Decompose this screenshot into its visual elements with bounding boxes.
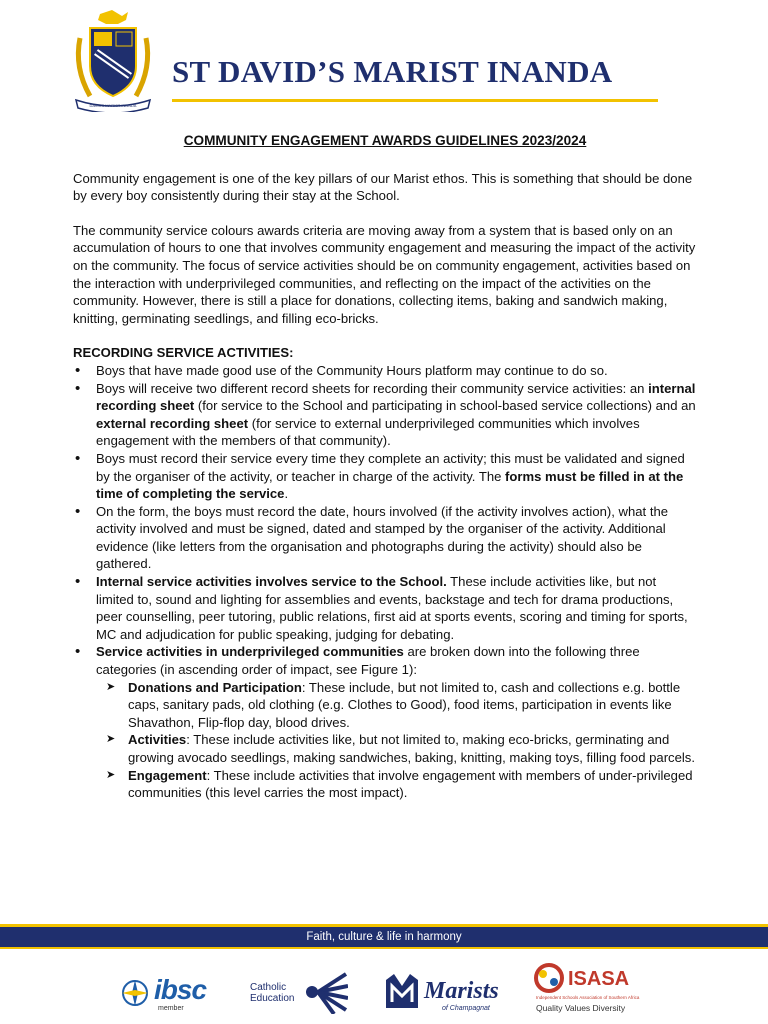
bullet-text: Boys must record their service every time they complete an activity; this must be validated and signed by the organiser of the activity, or teacher in charge of the activity. The <box>96 450 685 484</box>
education-label: Education <box>250 993 295 1004</box>
footer-motto: Faith, culture & life in harmony <box>306 931 462 943</box>
bullet-text: These include activities like, but not limited to, sound and lighting for assemblies and events, backstage and tech for drama productions, peer counselling, peer tutoring, public relations, first aid at sports events, scoring and timing for sports, MC and adjudication for public speaking, judging for debating. <box>96 574 688 642</box>
isasa-full-name: Independent Schools Association of Southern Africa <box>536 995 640 1000</box>
list-item <box>73 643 697 801</box>
bullet-text: On the form, the boys must record the date, hours involved (if the activity involves action), what the activity involved and must be signed, dated and stamped by the organiser of the activity. Additional evidence (like letters from the organisation and photographs during the activity) should also be gathered. <box>96 503 669 572</box>
school-name: ST DAVID’S MARIST INANDA <box>172 54 613 89</box>
bullet-text: Boys that have made good use of the Community Hours platform may continue to do so. <box>96 362 608 378</box>
ibsc-logo <box>120 972 230 1014</box>
bullet-text: (for service to the School and participating in school-based service collections) and an <box>194 398 696 414</box>
sub-list-item <box>106 679 697 732</box>
marists-logo <box>384 968 504 1016</box>
bold-term-donations: Donations and Participation <box>128 679 302 695</box>
arrow-bullet-icon: ➤ <box>106 680 116 693</box>
marists-m-icon <box>384 972 420 1012</box>
isasa-label: ISASA <box>568 968 630 990</box>
bold-term-forms: forms must be filled in at the time of completing the service <box>96 468 684 502</box>
marists-sub-label: of Champagnat <box>442 1005 490 1012</box>
bold-term-internal-service: Internal service activities involves service to the School. <box>96 574 447 590</box>
sub-item-text: : These include, but not limited to, cash and collections e.g. bottle caps, sanitary pads, old clothing (e.g. Clothes to Good), food items, participation in events like Shavathon, Flip-flop day, blood drives. <box>128 679 681 730</box>
document-title: COMMUNITY ENGAGEMENT AWARDS GUIDELINES 2023/2024 <box>183 133 587 148</box>
sunburst-icon <box>302 970 348 1014</box>
catholic-education-logo <box>246 970 356 1014</box>
bold-term-internal-sheet: internal recording sheet <box>96 380 696 414</box>
bullet-text: are broken down into the following three categories (in ascending order of impact, see Figure 1): <box>96 644 640 678</box>
bold-term-underprivileged: Service activities in underprivileged communities <box>96 644 404 660</box>
catholic-label: Catholic <box>250 982 287 993</box>
bullet-text: (for service to external underprivileged communities which involves engagement with the members of that community). <box>96 415 640 449</box>
intro-paragraph-2: The community service colours awards criteria are moving away from a system that is based only on an accumulation of hours to one that involves community engagement and measuring the impact of the activity on the community. The focus of service activities should be on community engagement, activities based on the interaction with underprivileged communities, and reflecting on the impact of the activities on the community. However, there is still a place for donations, collecting items, baking and sandwich making, knitting, germinating seedlings, and filling eco-bricks. <box>73 222 696 326</box>
ibsc-label: ibsc <box>154 974 207 1005</box>
list-item <box>73 380 697 450</box>
header-divider <box>172 99 658 102</box>
sub-list-item <box>106 731 697 766</box>
school-crest-logo <box>70 8 156 112</box>
section-heading-recording: RECORDING SERVICE ACTIVITIES: <box>73 345 294 361</box>
intro-paragraph-1: Community engagement is one of the key pillars of our Marist ethos. This is something that should be done by every boy consistently during their stay at the School. <box>73 170 693 204</box>
bullet-text: . <box>284 486 289 502</box>
affiliation-logos <box>0 958 768 1020</box>
sub-list-item <box>106 767 697 802</box>
list-item <box>73 362 697 380</box>
arrow-bullet-icon: ➤ <box>106 733 116 746</box>
list-item <box>73 503 697 573</box>
category-sub-list <box>106 679 697 802</box>
isasa-emblem-icon <box>532 962 566 994</box>
isasa-logo <box>530 962 640 1018</box>
list-item <box>73 573 697 643</box>
recording-bullet-list <box>73 362 697 802</box>
letterhead <box>0 0 768 120</box>
bullet-text: Boys will receive two different record sheets for recording their community service activities: an <box>96 380 649 396</box>
sub-item-text: : These include activities like, but not limited to, making eco-bricks, germinating and growing avocado seedlings, making sandwiches, baking, knitting, making toys, filling food parcels. <box>128 732 695 765</box>
catholic-education-label <box>250 982 294 1004</box>
ibsc-member-label: member <box>158 1005 184 1012</box>
list-item <box>73 450 697 503</box>
arrow-bullet-icon: ➤ <box>106 768 116 781</box>
bold-term-activities: Activities <box>128 732 187 748</box>
crest-scroll-text: DAVIDS MARIST INANDA <box>89 103 137 108</box>
compass-icon <box>120 978 150 1008</box>
marists-label: Marists <box>424 978 499 1004</box>
isasa-tagline: Quality Values Diversity <box>536 1003 626 1013</box>
bold-term-external-sheet: external recording sheet <box>96 415 249 431</box>
document-body <box>73 132 697 802</box>
sub-item-text: : These include activities that involve engagement with members of under-privileged communities (this level carries the most impact). <box>128 767 693 801</box>
bold-term-engagement: Engagement <box>128 767 207 783</box>
